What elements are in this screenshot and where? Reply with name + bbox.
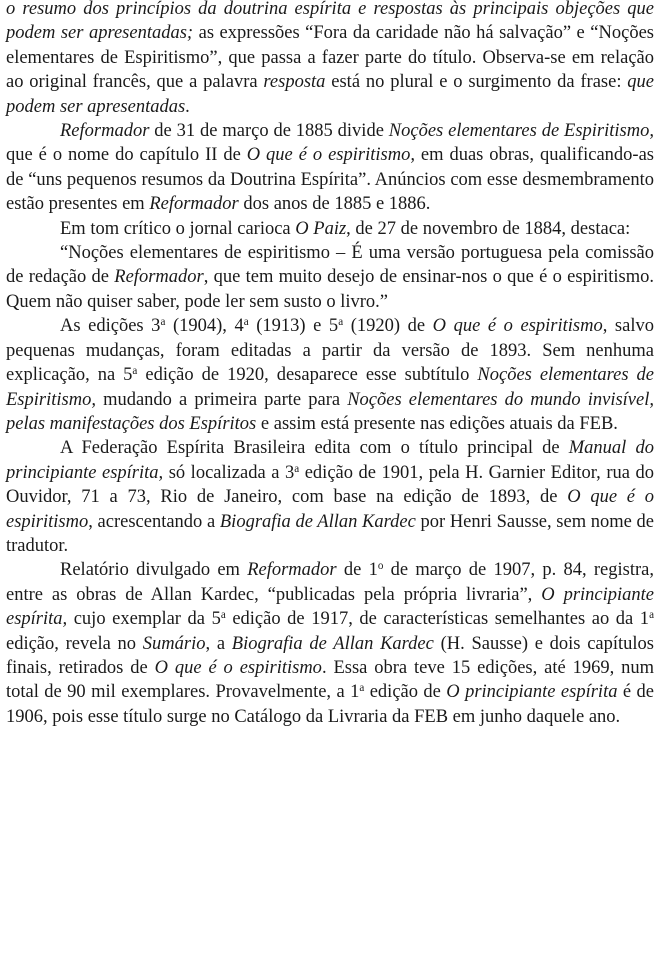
text-run: . — [185, 96, 190, 117]
text-run: Relatório divulgado em — [60, 560, 248, 581]
text-run: , acrescentando a — [88, 511, 220, 532]
italic-text: Manual do principiante espírita, — [6, 438, 654, 483]
ordinal-superscript: a — [243, 316, 249, 329]
ordinal-superscript: a — [220, 609, 226, 622]
paragraph-6 — [6, 436, 654, 558]
italic-text: O que é o espiritismo — [6, 487, 654, 532]
text-run: cujo exemplar da 5 — [67, 609, 221, 630]
text-run: por Henri Sausse, sem nome de tradutor. — [6, 511, 654, 556]
text-run: em duas obras, qualificando-as de “uns pequenos resumos da Doutrina Espírita”. Anúncios com esse desmembramento estão presentes em — [6, 145, 654, 215]
italic-text: O principiante espírita, — [6, 584, 654, 630]
italic-text: O que é o espiritismo, — [246, 145, 415, 166]
italic-text: Reformador — [60, 121, 150, 142]
text-run: e assim está presente nas edições atuais da FEB. — [256, 413, 618, 434]
text-run: As edições 3 — [60, 316, 161, 337]
text-run: (1904), 4 — [165, 316, 244, 337]
text-run: (1913) e 5 — [248, 316, 339, 337]
text-run: está no plural e o surgimento da frase: — [325, 72, 628, 93]
text-run: , que tem muito desejo de ensinar-nos o que é o espiritismo. Quem não quiser saber, pode ler sem susto o livro.” — [6, 267, 654, 312]
italic-text: Reformador — [149, 194, 239, 215]
italic-text: Noções elementares de Espiritismo, — [388, 121, 654, 142]
paragraph-4-quote — [6, 241, 654, 314]
text-run: edição de — [364, 682, 447, 703]
text-run: dos anos de 1885 e 1886. — [238, 194, 431, 215]
text-run: é de 1906, pois esse título surge no Catálogo da Livraria da FEB em junho daquele ano. — [6, 682, 654, 727]
text-run: de março de 1907, p. 84, registra, entre as obras de Allan Kardec, “publicadas pela própria livraria”, — [6, 560, 654, 605]
paragraph-1 — [6, 0, 654, 119]
ordinal-superscript: a — [649, 609, 654, 622]
ordinal-superscript: a — [160, 316, 166, 329]
italic-text: resposta — [263, 72, 326, 93]
italic-text: Sumário — [142, 633, 206, 654]
italic-text: Reformador — [247, 560, 337, 581]
paragraph-5 — [6, 314, 654, 436]
ordinal-superscript: a — [294, 462, 300, 475]
text-run: que é o nome do capítulo II de — [6, 145, 247, 166]
text-run: só localizada a 3 — [163, 462, 295, 483]
italic-text: Reformador — [114, 267, 204, 288]
text-run: , de 27 de novembro de 1884, destaca: — [346, 218, 631, 239]
text-run: Em tom crítico o jornal carioca — [60, 218, 296, 239]
italic-text: Biografia de Allan Kardec — [219, 511, 416, 532]
text-run: “Noções elementares de espiritismo – É uma versão portuguesa pela comissão de redação de — [6, 243, 654, 288]
text-run: , salvo pequenas mudanças, foram editadas a partir da versão de 1893. Sem nenhuma explicação, na 5 — [6, 316, 654, 386]
text-run: edição de 1901, pela H. Garnier Editor, rua do Ouvidor, 71 a 73, Rio de Janeiro, com base na edição de 1893, de — [6, 462, 655, 508]
italic-text: O Paiz — [295, 218, 347, 239]
italic-text: O que é o espiritismo — [432, 316, 603, 337]
italic-text: O que é o espiritismo — [154, 657, 322, 678]
italic-text: Biografia de Allan Kardec — [231, 633, 434, 654]
text-run: (1920) de — [343, 316, 433, 337]
paragraph-2 — [6, 119, 654, 217]
text-run: . Essa obra teve 15 edições, até 1969, num total de 90 mil exemplares. Provavelmente, a 1 — [6, 657, 654, 703]
text-run: de 31 de março de 1885 divide — [149, 121, 389, 142]
paragraph-3 — [6, 217, 654, 241]
ordinal-superscript: a — [359, 682, 365, 695]
text-run: de 1 — [336, 560, 378, 581]
paragraph-7 — [6, 558, 654, 729]
text-run: edição de 1917, de características semelhantes ao da 1 — [225, 609, 650, 630]
ordinal-superscript: o — [377, 560, 384, 573]
italic-text: o resumo dos princípios da doutrina espírita e respostas às principais objeções que podem ser apresentadas; — [6, 0, 654, 44]
text-run: edição de 1920, desaparece esse subtítulo — [137, 365, 478, 386]
text-run: , a — [205, 633, 232, 654]
ordinal-superscript: a — [132, 365, 138, 377]
text-run: edição, revela no — [6, 633, 143, 654]
italic-text: Noções elementares do mundo invisível, pelas manifestações dos Espíritos — [6, 389, 654, 434]
italic-text: que podem ser apresentadas — [6, 72, 655, 117]
text-run: (H. Sausse) e dois capítulos finais, retirados de — [6, 633, 654, 678]
text-run: as expressões “Fora da caridade não há salvação” e “Noções elementares de Espiritismo”, que passa a fazer parte do título. Observa-se em relação ao original francês, que a palavra — [6, 23, 654, 93]
ordinal-superscript: a — [338, 316, 344, 329]
italic-text: O principiante espírita — [446, 682, 618, 703]
text-run: A Federação Espírita Brasileira edita com o título principal de — [60, 438, 569, 459]
text-run: mudando a primeira parte para — [95, 389, 348, 410]
italic-text: Noções elementares de Espiritismo, — [6, 365, 654, 410]
